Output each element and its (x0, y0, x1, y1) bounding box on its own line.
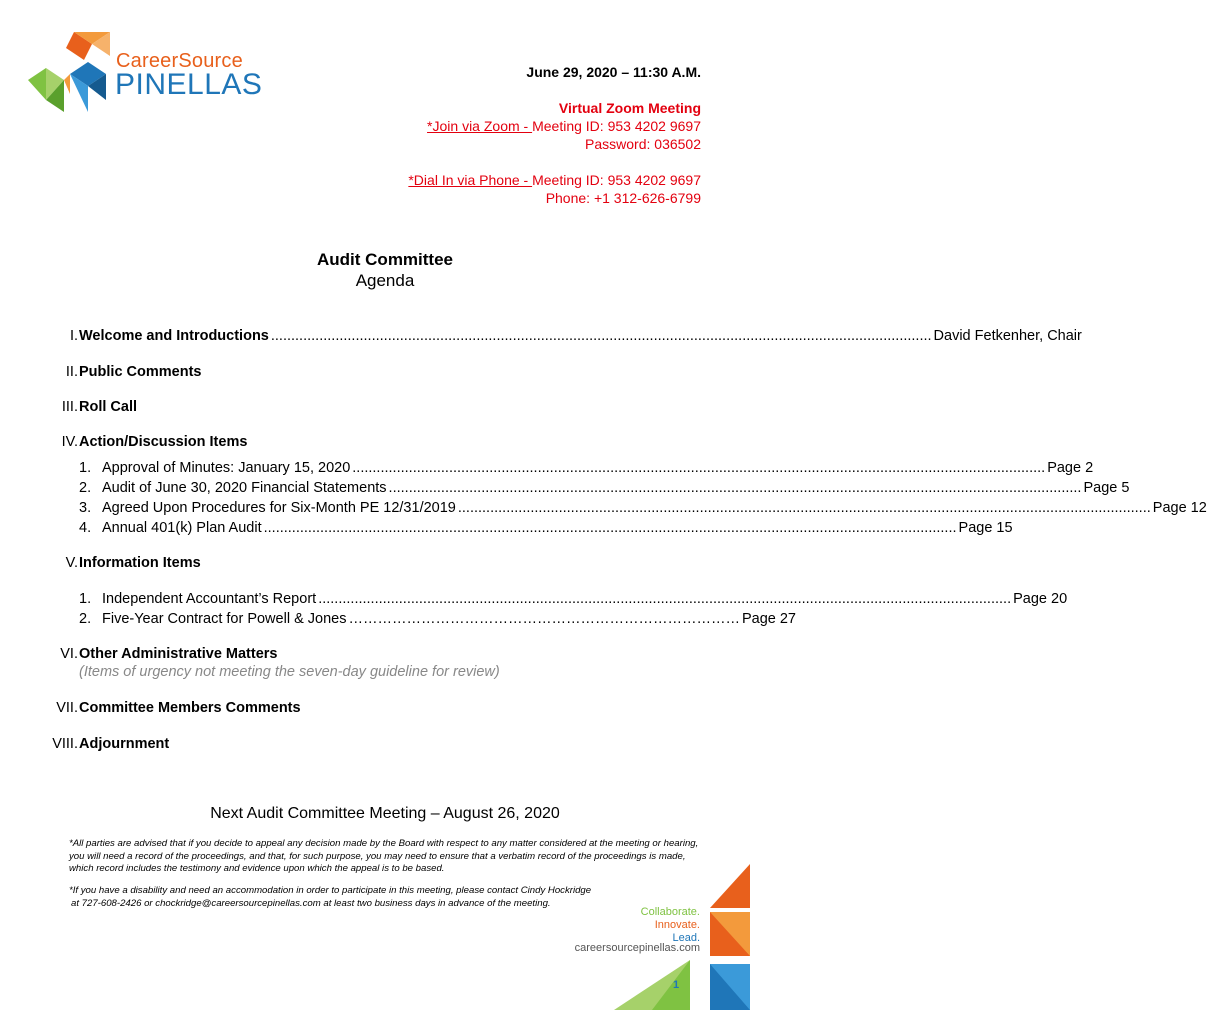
zoom-link[interactable]: *Join via Zoom - (427, 118, 533, 134)
agenda-section-7 (30, 698, 702, 718)
section-heading: Welcome and Introductions (79, 328, 269, 344)
tagline-collaborate: Collaborate. (640, 906, 700, 918)
tagline-lead: Lead. (672, 932, 700, 944)
item-page: Page 27 (741, 611, 796, 627)
item-number: 1. (79, 591, 92, 607)
agenda-item (30, 458, 1094, 478)
section-heading: Action/Discussion Items (79, 434, 248, 450)
section-note: (Items of urgency not meeting the seven-day guideline for review) (79, 664, 500, 680)
section-heading: Other Administrative Matters (79, 646, 278, 662)
agenda-section-1 (30, 326, 1082, 346)
title-block (0, 250, 770, 291)
item-label: Independent Accountant’s Report (102, 591, 317, 607)
agenda-item (30, 478, 1130, 498)
meeting-info (408, 63, 701, 207)
logo-text-bottom: PINELLAS (115, 68, 263, 101)
zoom-password: Password: 036502 (585, 136, 701, 152)
page-subtitle: Agenda (355, 271, 415, 290)
section-heading: Information Items (79, 555, 201, 571)
item-page: Page 20 (1013, 591, 1068, 607)
dot-leader: ……………………………………………………………………… (348, 611, 740, 627)
careersource-logo (26, 30, 263, 120)
dot-leader: ............................................................................................................................................................................ (457, 500, 1151, 516)
item-page: Page 15 (958, 520, 1013, 536)
item-label: Agreed Upon Procedures for Six-Month PE 12/31/2019 (102, 500, 456, 516)
website-url[interactable]: careersourcepinellas.com (574, 942, 700, 954)
disability-line-2: at 727-608-2426 or chockridge@careersourcepinellas.com at least two business days in advance of the meeting. (71, 897, 551, 909)
logo-text-top: CareerSource (116, 50, 243, 72)
agenda-item (30, 518, 1013, 538)
page-number: 1 (673, 979, 680, 991)
disability-disclaimer (69, 885, 699, 910)
zoom-meeting-id: Meeting ID: 953 4202 9697 (532, 118, 701, 134)
dot-leader: ............................................................................................................................................................................ (263, 520, 957, 536)
dot-leader: ............................................................................................................................................................................ (388, 480, 1082, 496)
section-heading: Adjournment (79, 736, 170, 752)
virtual-meeting-label: Virtual Zoom Meeting (558, 100, 701, 116)
appeal-disclaimer: *All parties are advised that if you decide to appeal any decision made by the Board with respect to any matter considered at the meeting or hearing, you will need a record of the proceedings, and that, for such purpose, you may need to ensure that a verbatim record of the proceedings is made, which record includes the testimony and evidence upon which the appeal is to be based. (69, 838, 699, 874)
dot-leader: .................................................................................................................................................................... (270, 328, 932, 344)
logo-mark-icon (26, 30, 118, 120)
item-label: Five-Year Contract for Powell & Jones (102, 611, 347, 627)
agenda-section-6-note (30, 662, 702, 682)
item-number: 1. (79, 460, 92, 476)
zoom-line (408, 117, 701, 135)
section-number: I. (69, 328, 78, 344)
agenda-section-5 (30, 553, 702, 573)
agenda-item (30, 498, 1207, 518)
agenda-item (30, 589, 1068, 609)
item-number: 3. (79, 500, 92, 516)
section-number: VI. (60, 646, 78, 662)
section-number: II. (65, 364, 78, 380)
section-number: VIII. (52, 736, 78, 752)
tagline-innovate: Innovate. (654, 919, 700, 931)
agenda-section-8 (30, 734, 702, 754)
item-page: Page 2 (1047, 460, 1094, 476)
agenda (30, 326, 1207, 754)
item-number: 4. (79, 520, 92, 536)
item-number: 2. (79, 480, 92, 496)
item-label: Annual 401(k) Plan Audit (102, 520, 262, 536)
section-heading: Public Comments (79, 364, 202, 380)
agenda-item (30, 609, 796, 629)
agenda-section-6 (30, 644, 702, 664)
meeting-date-time: June 29, 2020 – 11:30 A.M. (526, 64, 701, 80)
section-number: V. (65, 555, 78, 571)
dot-leader: ............................................................................................................................................................................ (352, 460, 1046, 476)
agenda-section-4 (30, 432, 702, 452)
section-number: VII. (56, 700, 78, 716)
phone-link[interactable]: *Dial In via Phone - (408, 172, 533, 188)
dot-leader: ............................................................................................................................................................................ (318, 591, 1012, 607)
phone-line (408, 171, 701, 189)
phone-meeting-id: Meeting ID: 953 4202 9697 (532, 172, 701, 188)
disability-line-1: *If you have a disability and need an accommodation in order to participate in this meeting, please contact Cindy Hockridge (69, 885, 592, 896)
section-heading: Committee Members Comments (79, 700, 301, 716)
agenda-section-3 (30, 397, 702, 417)
section-heading: Roll Call (79, 399, 138, 415)
section-number: III. (61, 399, 78, 415)
item-page: Page 12 (1152, 500, 1207, 516)
item-page: Page 5 (1083, 480, 1130, 496)
item-label: Approval of Minutes: January 15, 2020 (102, 460, 351, 476)
section-presenter: David Fetkenher, Chair (933, 328, 1082, 344)
item-label: Audit of June 30, 2020 Financial Statements (102, 480, 387, 496)
agenda-section-2 (30, 362, 702, 382)
phone-number: Phone: +1 312-626-6799 (545, 190, 701, 206)
section-number: IV. (61, 434, 78, 450)
page-title: Audit Committee (317, 250, 453, 269)
corner-decoration-icon (614, 864, 754, 1014)
next-meeting: Next Audit Committee Meeting – August 26, 2020 (210, 805, 560, 822)
item-number: 2. (79, 611, 92, 627)
